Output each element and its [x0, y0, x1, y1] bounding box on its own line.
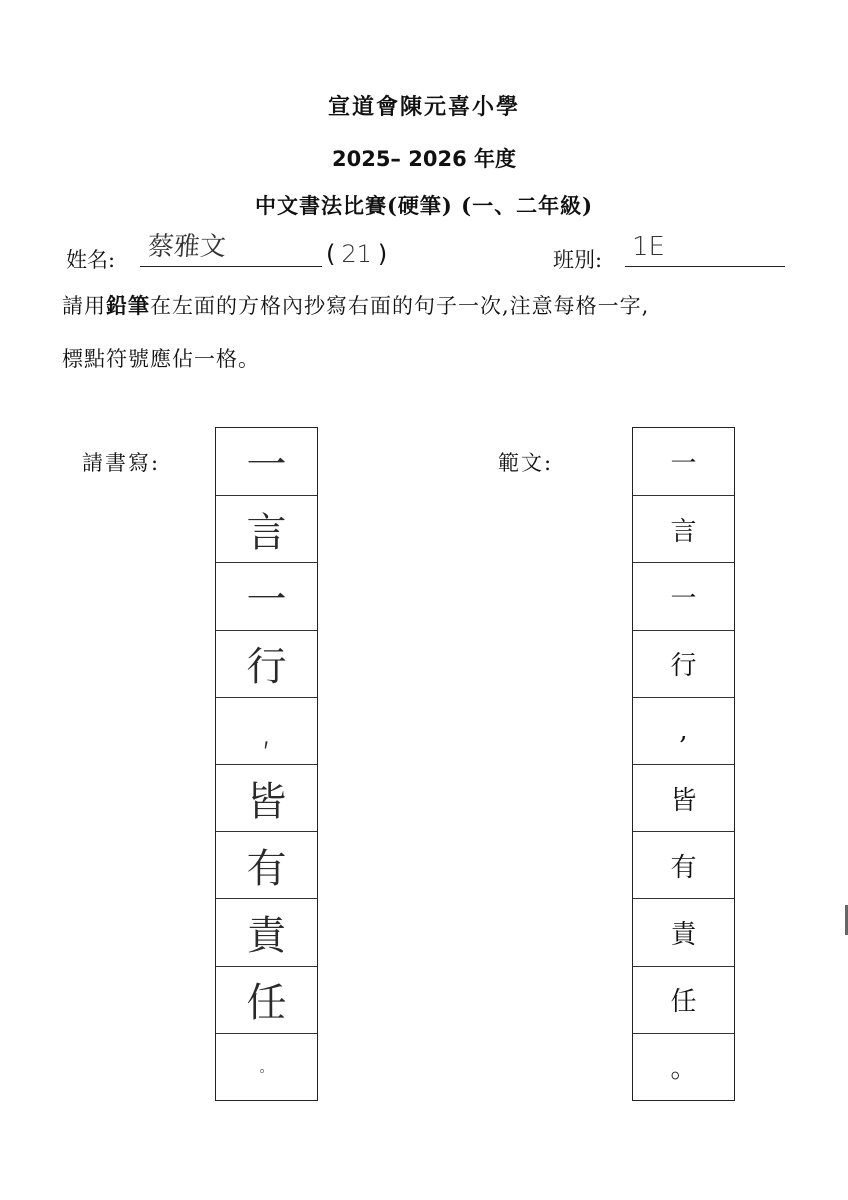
model-cell: 有	[633, 831, 734, 898]
school-year: 2025– 2026 年度	[331, 147, 517, 171]
pencil-emphasis: 鉛筆	[106, 293, 150, 318]
class-underline	[625, 266, 785, 267]
handwritten-cell: 一	[246, 442, 287, 489]
model-cell: 責	[633, 898, 734, 965]
model-cell: 一	[633, 562, 734, 629]
model-cell: 行	[633, 630, 734, 697]
model-cell: 。	[633, 1033, 734, 1100]
handwritten-cell: ,	[216, 697, 317, 764]
handwritten-cell: 一	[216, 562, 317, 629]
student-info-row	[0, 232, 848, 278]
handwritten-cell: 皆	[216, 764, 317, 831]
model-label: 範文:	[498, 451, 554, 475]
handwritten-cell: 言	[216, 495, 317, 562]
handwritten-cell: 。	[216, 1033, 317, 1100]
student-number: ( 21 )	[326, 240, 388, 268]
handwritten-class: 1E	[632, 232, 665, 262]
handwritten-cell: 有	[216, 831, 317, 898]
school-name: 宣道會陳元喜小學	[327, 94, 520, 120]
class-label: 班別:	[553, 248, 603, 272]
handwritten-cell: 責	[216, 898, 317, 965]
model-cell: 言	[633, 495, 734, 562]
write-label: 請書寫:	[82, 451, 161, 475]
handwritten-name: 蔡雅文	[146, 232, 227, 262]
writing-grid	[215, 427, 318, 1101]
handwritten-cell: 任	[216, 966, 317, 1033]
model-cell: 一	[670, 449, 697, 480]
handwritten-cell: 行	[216, 630, 317, 697]
model-cell: 皆	[633, 764, 734, 831]
name-underline	[140, 266, 322, 267]
model-grid	[632, 427, 735, 1101]
model-cell: 任	[633, 966, 734, 1033]
model-cell: ,	[633, 697, 734, 764]
student-number-value: 21	[341, 240, 372, 268]
name-label: 姓名:	[66, 248, 116, 272]
instruction-line-2: 標點符號應佔一格。	[62, 347, 260, 371]
instruction-line-1: 請用鉛筆在左面的方格內抄寫右面的句子一次,注意每格一字,	[62, 293, 650, 318]
competition-title: 中文書法比賽(硬筆) (一、二年級)	[254, 193, 594, 218]
